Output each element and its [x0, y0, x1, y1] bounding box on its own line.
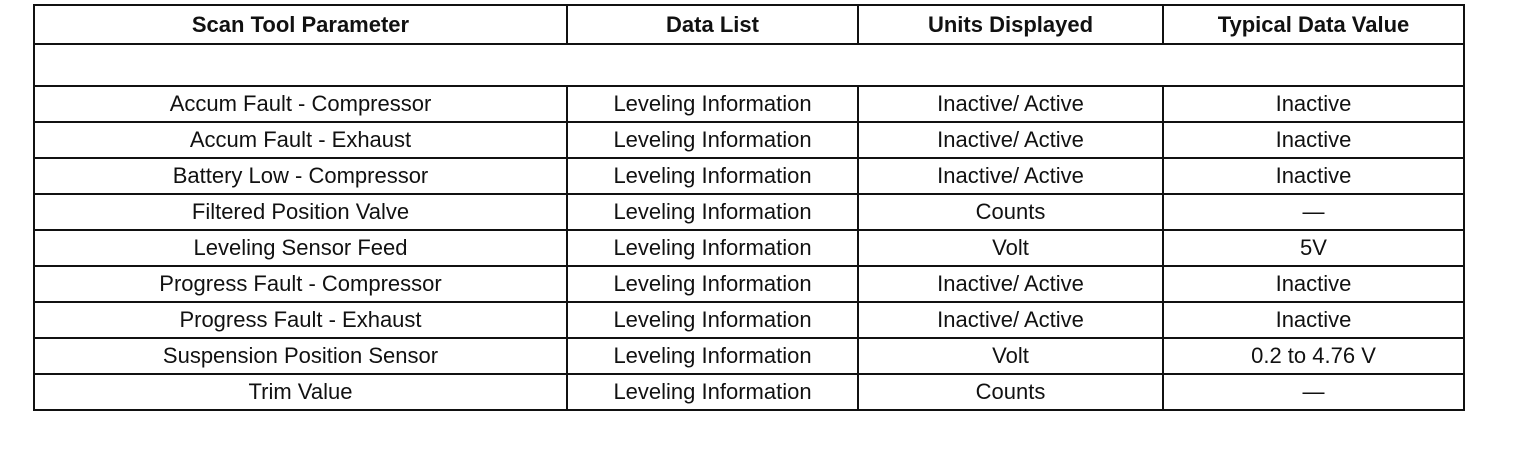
parameter-cell: Leveling Sensor Feed: [34, 230, 567, 266]
table-spacer-row: [34, 44, 1464, 86]
units-cell: Inactive/ Active: [858, 302, 1163, 338]
data-list-cell: Leveling Information: [567, 194, 858, 230]
table-row: [34, 122, 1464, 158]
table-row: [34, 338, 1464, 374]
parameter-cell: Suspension Position Sensor: [34, 338, 567, 374]
parameter-cell: Accum Fault - Compressor: [34, 86, 567, 122]
units-cell: Volt: [858, 338, 1163, 374]
parameter-cell: Filtered Position Valve: [34, 194, 567, 230]
typical-value-cell: Inactive: [1163, 266, 1464, 302]
typical-value-cell: Inactive: [1163, 158, 1464, 194]
units-cell: Inactive/ Active: [858, 158, 1163, 194]
table-row: [34, 86, 1464, 122]
units-cell: Inactive/ Active: [858, 86, 1163, 122]
data-list-cell: Leveling Information: [567, 302, 858, 338]
data-list-cell: Leveling Information: [567, 86, 858, 122]
table-row: [34, 230, 1464, 266]
scan-tool-data-table: [33, 4, 1465, 411]
typical-value-cell: —: [1163, 194, 1464, 230]
table-row: [34, 158, 1464, 194]
table-header-row: [34, 5, 1464, 44]
typical-value-cell: 0.2 to 4.76 V: [1163, 338, 1464, 374]
header-typical-data-value: Typical Data Value: [1163, 5, 1464, 44]
parameter-cell: Accum Fault - Exhaust: [34, 122, 567, 158]
spacer-cell: [34, 44, 1464, 86]
units-cell: Volt: [858, 230, 1163, 266]
data-list-cell: Leveling Information: [567, 266, 858, 302]
data-list-cell: Leveling Information: [567, 374, 858, 410]
data-list-cell: Leveling Information: [567, 158, 858, 194]
units-cell: Counts: [858, 374, 1163, 410]
units-cell: Counts: [858, 194, 1163, 230]
units-cell: Inactive/ Active: [858, 122, 1163, 158]
table-row: [34, 374, 1464, 410]
typical-value-cell: Inactive: [1163, 302, 1464, 338]
typical-value-cell: Inactive: [1163, 86, 1464, 122]
header-units-displayed: Units Displayed: [858, 5, 1163, 44]
parameter-cell: Trim Value: [34, 374, 567, 410]
units-cell: Inactive/ Active: [858, 266, 1163, 302]
parameter-cell: Progress Fault - Compressor: [34, 266, 567, 302]
table-row: [34, 194, 1464, 230]
typical-value-cell: Inactive: [1163, 122, 1464, 158]
table-row: [34, 302, 1464, 338]
parameter-cell: Progress Fault - Exhaust: [34, 302, 567, 338]
data-list-cell: Leveling Information: [567, 122, 858, 158]
data-list-cell: Leveling Information: [567, 230, 858, 266]
header-data-list: Data List: [567, 5, 858, 44]
header-scan-tool-parameter: Scan Tool Parameter: [34, 5, 567, 44]
parameter-cell: Battery Low - Compressor: [34, 158, 567, 194]
table-row: [34, 266, 1464, 302]
typical-value-cell: —: [1163, 374, 1464, 410]
data-list-cell: Leveling Information: [567, 338, 858, 374]
typical-value-cell: 5V: [1163, 230, 1464, 266]
